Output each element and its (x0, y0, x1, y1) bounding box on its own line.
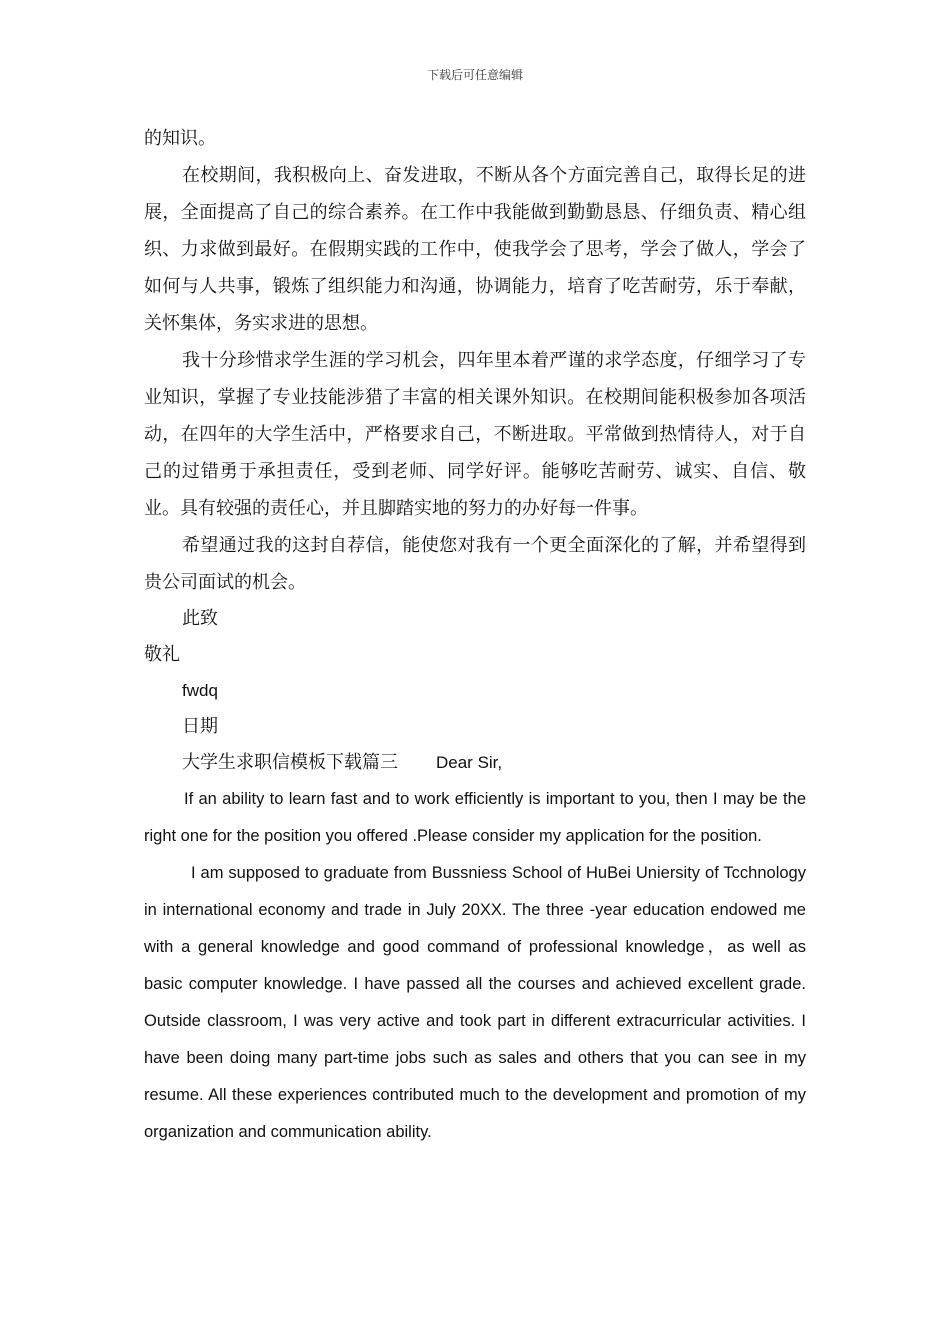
paragraph-school-period: 在校期间，我积极向上、奋发进取，不断从各个方面完善自己，取得长足的进展，全面提高了自己的综合素养。在工作中我能做到勤勤恳恳、仔细负责、精心组织、力求做到最好。在假期实践的工作中，使我学会了思考，学会了做人，学会了如何与人共事，锻炼了组织能力和沟通，协调能力，培育了吃苦耐劳，乐于奉献，关怀集体，务实求进的思想。 (144, 165, 806, 334)
date-label: 日期 (182, 716, 218, 737)
paragraph-continuation: 的知识。 (144, 128, 216, 149)
page-header: 下载后可任意编辑 (426, 68, 523, 82)
letter-body (144, 120, 806, 1151)
greeting: Dear Sir, (436, 753, 503, 772)
section-heading-line (144, 745, 806, 781)
signature: fwdq (182, 681, 218, 700)
paragraph-study: 我十分珍惜求学生涯的学习机会，四年里本着严谨的求学态度，仔细学习了专业知识，掌握了专业技能涉猎了丰富的相关课外知识。在校期间能积极参加各项活动，在四年的大学生活中，严格要求自己，不断进取。平常做到热情待人，对于自己的过错勇于承担责任，受到老师、同学好评。能够吃苦耐劳、诚实、自信、敬业。具有较强的责任心，并且脚踏实地的努力的办好每一件事。 (144, 350, 806, 519)
paragraph-hope: 希望通过我的这封自荐信，能使您对我有一个更全面深化的了解，并希望得到贵公司面试的机会。 (144, 535, 806, 593)
section-title: 大学生求职信模板下载篇三 (182, 752, 398, 773)
english-paragraph-1: If an ability to learn fast and to work efficiently is important to you, then I may be the right one for the position you offered .Please consider my application for the position. (144, 790, 806, 845)
closing-salutation: 此致 (182, 608, 218, 629)
english-paragraph-2: I am supposed to graduate from Bussniess School of HuBei Uniersity of Tcchnology in international economy and trade in July 20XX. The three -year education endowed me with a general knowledge and good command of professional knowledge，as well as basic computer knowledge. I have passed all the courses and achieved excellent grade. Outside classroom, I was very active and took part in different extracurricular activities. I have been doing many part-time jobs such as sales and others that you can see in my resume. All these experiences contributed much to the development and promotion of my organization and communication ability. (144, 864, 806, 1141)
closing-regards: 敬礼 (144, 644, 180, 665)
